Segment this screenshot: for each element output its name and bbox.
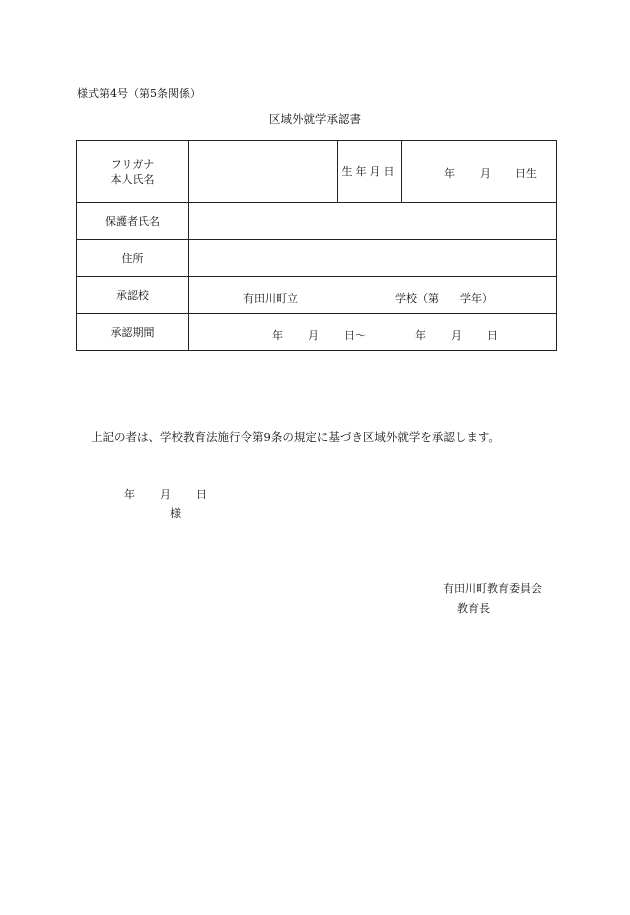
school-label: 承認校	[77, 277, 189, 314]
period-end-month: 月	[451, 329, 462, 342]
name-label-cell	[77, 141, 189, 203]
school-town-prefix: 有田川町立	[243, 292, 298, 305]
table-row-name	[77, 141, 557, 203]
table-row-period	[77, 314, 557, 351]
table-row-address	[77, 240, 557, 277]
document-title: 区域外就学承認書	[269, 112, 361, 126]
issue-date-day: 日	[196, 488, 207, 501]
approval-form-table	[76, 140, 557, 351]
name-label: 本人氏名	[110, 172, 155, 186]
period-label: 承認期間	[77, 314, 189, 351]
birth-month-unit: 月	[480, 167, 491, 180]
period-start-month: 月	[308, 329, 319, 342]
issuer-title: 教育長	[457, 602, 490, 615]
furigana-label: フリガナ	[110, 157, 155, 171]
birth-date-value-cell[interactable]	[402, 141, 557, 203]
issue-date-month: 月	[160, 488, 171, 501]
period-start-day: 日～	[344, 329, 366, 342]
birth-date-label: 生年月日	[338, 141, 402, 203]
guardian-label: 保護者氏名	[77, 203, 189, 240]
table-row-guardian	[77, 203, 557, 240]
approval-statement: 上記の者は、学校教育法施行令第9条の規定に基づき区域外就学を承認します。	[91, 430, 500, 444]
birth-day-suffix: 日生	[515, 167, 537, 180]
issuer-organization: 有田川町教育委員会	[443, 582, 542, 595]
address-value-cell[interactable]	[189, 240, 557, 277]
grade-suffix: 学年）	[460, 292, 493, 305]
school-suffix: 学校（第	[395, 292, 439, 305]
address-label: 住所	[77, 240, 189, 277]
period-end-year: 年	[415, 329, 426, 342]
name-value-cell[interactable]	[189, 141, 338, 203]
period-value-cell[interactable]	[189, 314, 557, 351]
form-number: 様式第4号（第5条関係）	[77, 87, 201, 100]
guardian-value-cell[interactable]	[189, 203, 557, 240]
period-end-day: 日	[487, 329, 498, 342]
issue-date-year: 年	[124, 488, 135, 501]
addressee-suffix: 様	[170, 507, 181, 520]
table-row-school	[77, 277, 557, 314]
period-start-year: 年	[272, 329, 283, 342]
birth-year-unit: 年	[444, 167, 455, 180]
school-value-cell[interactable]	[189, 277, 557, 314]
